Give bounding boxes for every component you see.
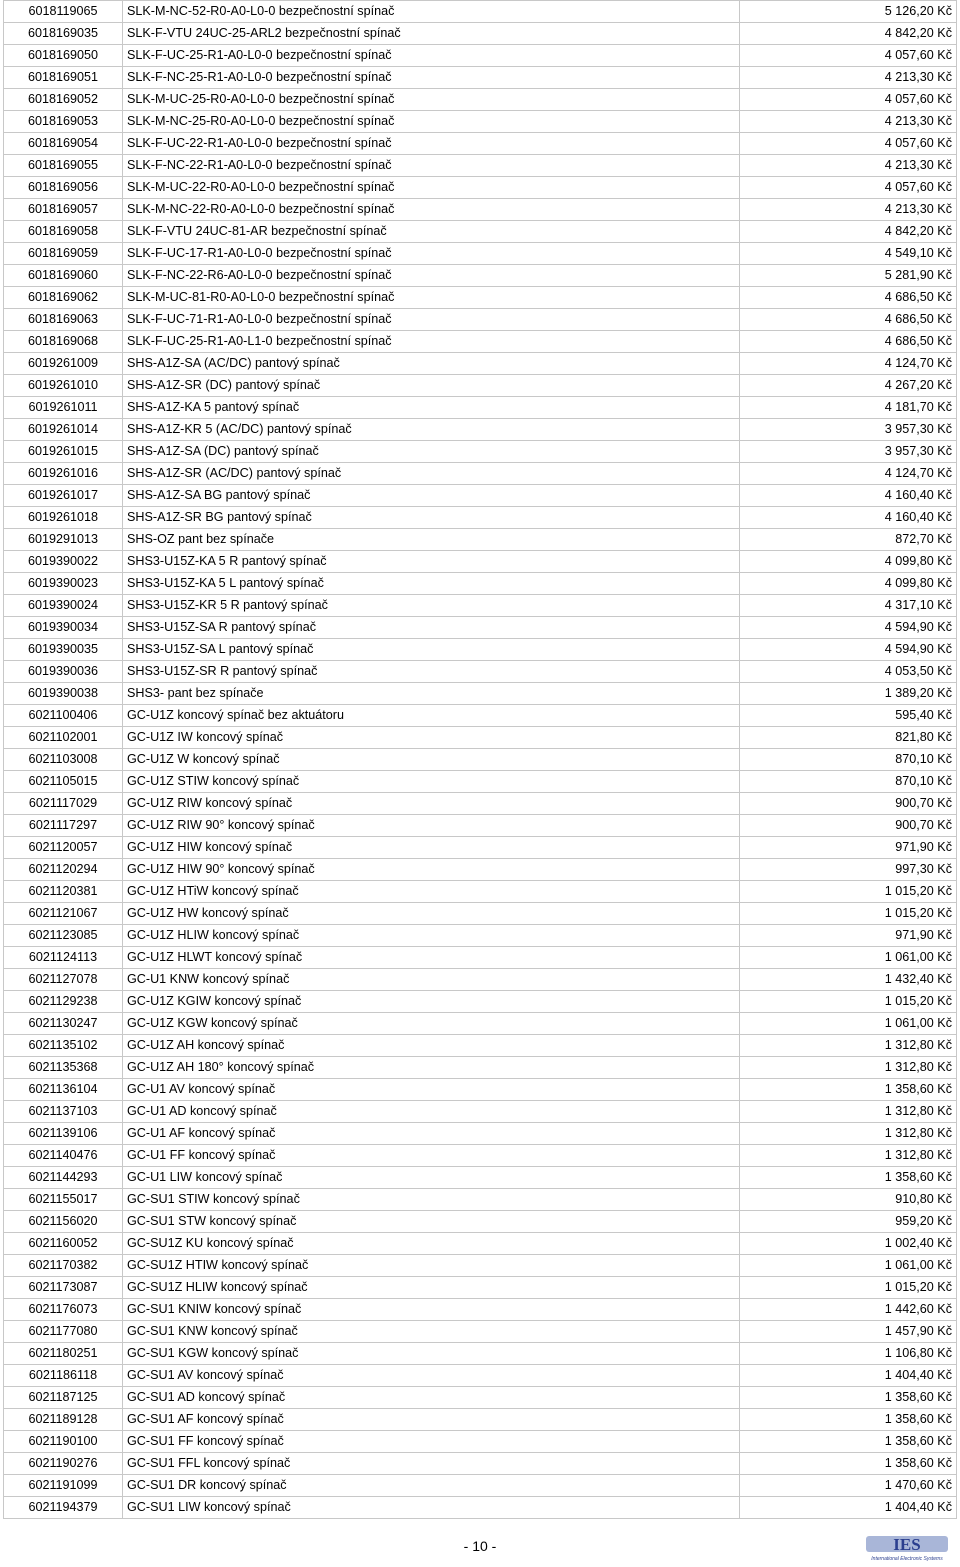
product-name-cell: GC-U1Z HIW koncový spínač — [123, 837, 740, 859]
product-price-cell: 4 842,20 Kč — [740, 221, 957, 243]
product-price-cell: 4 099,80 Kč — [740, 551, 957, 573]
product-code-cell: 6018169059 — [4, 243, 123, 265]
table-row — [4, 111, 957, 133]
product-code-cell: 6019390024 — [4, 595, 123, 617]
product-code-cell: 6021173087 — [4, 1277, 123, 1299]
price-list-body — [4, 1, 957, 1519]
table-row — [4, 375, 957, 397]
product-code-cell: 6019291013 — [4, 529, 123, 551]
product-name-cell: GC-SU1Z HLIW koncový spínač — [123, 1277, 740, 1299]
table-row — [4, 243, 957, 265]
product-name-cell: SHS-A1Z-SR BG pantový spínač — [123, 507, 740, 529]
product-price-cell: 971,90 Kč — [740, 837, 957, 859]
page-number: - 10 - — [463, 1538, 497, 1554]
product-code-cell: 6018169052 — [4, 89, 123, 111]
product-price-cell: 4 160,40 Kč — [740, 485, 957, 507]
product-price-cell: 821,80 Kč — [740, 727, 957, 749]
product-name-cell: GC-SU1 LIW koncový spínač — [123, 1497, 740, 1519]
logo-text: IES — [893, 1535, 921, 1554]
product-name-cell: SLK-F-UC-17-R1-A0-L0-0 bezpečnostní spínač — [123, 243, 740, 265]
table-row — [4, 507, 957, 529]
table-row — [4, 705, 957, 727]
table-row — [4, 683, 957, 705]
table-row — [4, 133, 957, 155]
table-row — [4, 1057, 957, 1079]
table-row — [4, 1343, 957, 1365]
product-name-cell: GC-SU1Z KU koncový spínač — [123, 1233, 740, 1255]
product-name-cell: SLK-M-UC-25-R0-A0-L0-0 bezpečnostní spínač — [123, 89, 740, 111]
product-name-cell: GC-SU1 AD koncový spínač — [123, 1387, 740, 1409]
product-price-cell: 4 213,30 Kč — [740, 67, 957, 89]
product-code-cell: 6021189128 — [4, 1409, 123, 1431]
product-code-cell: 6021120057 — [4, 837, 123, 859]
table-row — [4, 419, 957, 441]
product-code-cell: 6018169050 — [4, 45, 123, 67]
product-code-cell: 6019390038 — [4, 683, 123, 705]
table-row — [4, 1189, 957, 1211]
product-name-cell: GC-SU1 FF koncový spínač — [123, 1431, 740, 1453]
product-price-cell: 4 594,90 Kč — [740, 639, 957, 661]
product-code-cell: 6021103008 — [4, 749, 123, 771]
product-price-cell: 1 358,60 Kč — [740, 1453, 957, 1475]
table-row — [4, 155, 957, 177]
product-code-cell: 6019261017 — [4, 485, 123, 507]
product-price-cell: 4 686,50 Kč — [740, 331, 957, 353]
product-name-cell: SLK-F-UC-25-R1-A0-L0-0 bezpečnostní spínač — [123, 45, 740, 67]
product-price-cell: 1 015,20 Kč — [740, 1277, 957, 1299]
product-code-cell: 6018169068 — [4, 331, 123, 353]
product-code-cell: 6021102001 — [4, 727, 123, 749]
product-price-cell: 5 126,20 Kč — [740, 1, 957, 23]
product-price-cell: 4 213,30 Kč — [740, 111, 957, 133]
product-price-cell: 1 442,60 Kč — [740, 1299, 957, 1321]
product-name-cell: GC-U1Z RIW koncový spínač — [123, 793, 740, 815]
product-price-cell: 900,70 Kč — [740, 793, 957, 815]
table-row — [4, 221, 957, 243]
table-row — [4, 177, 957, 199]
product-code-cell: 6018169057 — [4, 199, 123, 221]
table-row — [4, 265, 957, 287]
product-code-cell: 6019261018 — [4, 507, 123, 529]
product-price-cell: 910,80 Kč — [740, 1189, 957, 1211]
product-price-cell: 1 457,90 Kč — [740, 1321, 957, 1343]
product-name-cell: SLK-M-NC-25-R0-A0-L0-0 bezpečnostní spínač — [123, 111, 740, 133]
product-code-cell: 6021186118 — [4, 1365, 123, 1387]
product-price-cell: 4 549,10 Kč — [740, 243, 957, 265]
product-price-cell: 4 053,50 Kč — [740, 661, 957, 683]
product-name-cell: SHS-A1Z-SR (AC/DC) pantový spínač — [123, 463, 740, 485]
product-code-cell: 6021123085 — [4, 925, 123, 947]
table-row — [4, 639, 957, 661]
table-row — [4, 331, 957, 353]
product-name-cell: GC-U1 AF koncový spínač — [123, 1123, 740, 1145]
product-price-cell: 1 106,80 Kč — [740, 1343, 957, 1365]
product-name-cell: SLK-F-VTU 24UC-81-AR bezpečnostní spínač — [123, 221, 740, 243]
product-code-cell: 6021170382 — [4, 1255, 123, 1277]
product-price-cell: 4 213,30 Kč — [740, 155, 957, 177]
product-code-cell: 6021120294 — [4, 859, 123, 881]
product-name-cell: SLK-F-UC-71-R1-A0-L0-0 bezpečnostní spínač — [123, 309, 740, 331]
product-name-cell: SLK-F-VTU 24UC-25-ARL2 bezpečnostní spínač — [123, 23, 740, 45]
product-name-cell: GC-U1Z AH koncový spínač — [123, 1035, 740, 1057]
product-name-cell: SLK-F-UC-25-R1-A0-L1-0 bezpečnostní spínač — [123, 331, 740, 353]
product-price-cell: 1 358,60 Kč — [740, 1167, 957, 1189]
product-code-cell: 6018169053 — [4, 111, 123, 133]
table-row — [4, 1255, 957, 1277]
product-price-cell: 1 404,40 Kč — [740, 1497, 957, 1519]
product-name-cell: GC-U1Z KGIW koncový spínač — [123, 991, 740, 1013]
product-name-cell: GC-U1Z HLIW koncový spínač — [123, 925, 740, 947]
product-price-cell: 3 957,30 Kč — [740, 419, 957, 441]
product-code-cell: 6021127078 — [4, 969, 123, 991]
product-code-cell: 6018169035 — [4, 23, 123, 45]
table-row — [4, 287, 957, 309]
product-price-cell: 971,90 Kč — [740, 925, 957, 947]
product-code-cell: 6018169056 — [4, 177, 123, 199]
product-code-cell: 6018169062 — [4, 287, 123, 309]
product-code-cell: 6019390035 — [4, 639, 123, 661]
product-code-cell: 6021135102 — [4, 1035, 123, 1057]
product-price-cell: 4 124,70 Kč — [740, 353, 957, 375]
table-row — [4, 1321, 957, 1343]
product-name-cell: GC-U1 AD koncový spínač — [123, 1101, 740, 1123]
table-row — [4, 771, 957, 793]
table-row — [4, 1475, 957, 1497]
product-price-cell: 1 432,40 Kč — [740, 969, 957, 991]
product-price-cell: 1 404,40 Kč — [740, 1365, 957, 1387]
product-price-cell: 4 124,70 Kč — [740, 463, 957, 485]
table-row — [4, 441, 957, 463]
product-price-cell: 4 057,60 Kč — [740, 133, 957, 155]
product-code-cell: 6019261015 — [4, 441, 123, 463]
table-row — [4, 463, 957, 485]
table-row — [4, 573, 957, 595]
table-row — [4, 925, 957, 947]
product-code-cell: 6021135368 — [4, 1057, 123, 1079]
product-name-cell: SLK-M-NC-52-R0-A0-L0-0 bezpečnostní spínač — [123, 1, 740, 23]
product-code-cell: 6021176073 — [4, 1299, 123, 1321]
product-name-cell: SHS-OZ pant bez spínače — [123, 529, 740, 551]
product-code-cell: 6019390022 — [4, 551, 123, 573]
table-row — [4, 815, 957, 837]
product-code-cell: 6018169054 — [4, 133, 123, 155]
product-code-cell: 6018119065 — [4, 1, 123, 23]
product-code-cell: 6021129238 — [4, 991, 123, 1013]
product-price-cell: 959,20 Kč — [740, 1211, 957, 1233]
table-row — [4, 353, 957, 375]
table-row — [4, 903, 957, 925]
table-row — [4, 1233, 957, 1255]
product-price-cell: 1 312,80 Kč — [740, 1123, 957, 1145]
table-row — [4, 859, 957, 881]
product-name-cell: GC-U1Z AH 180° koncový spínač — [123, 1057, 740, 1079]
table-row — [4, 529, 957, 551]
product-name-cell: GC-U1Z HIW 90° koncový spínač — [123, 859, 740, 881]
product-code-cell: 6021136104 — [4, 1079, 123, 1101]
table-row — [4, 551, 957, 573]
product-code-cell: 6021130247 — [4, 1013, 123, 1035]
product-code-cell: 6021177080 — [4, 1321, 123, 1343]
product-name-cell: GC-SU1 STW koncový spínač — [123, 1211, 740, 1233]
product-price-cell: 3 957,30 Kč — [740, 441, 957, 463]
table-row — [4, 1497, 957, 1519]
product-code-cell: 6018169060 — [4, 265, 123, 287]
product-code-cell: 6019261009 — [4, 353, 123, 375]
table-row — [4, 727, 957, 749]
product-name-cell: SHS3-U15Z-SA L pantový spínač — [123, 639, 740, 661]
product-price-cell: 1 061,00 Kč — [740, 947, 957, 969]
product-name-cell: SHS3-U15Z-SA R pantový spínač — [123, 617, 740, 639]
product-price-cell: 870,10 Kč — [740, 749, 957, 771]
product-price-cell: 4 057,60 Kč — [740, 89, 957, 111]
product-name-cell: SLK-F-UC-22-R1-A0-L0-0 bezpečnostní spínač — [123, 133, 740, 155]
product-price-cell: 4 213,30 Kč — [740, 199, 957, 221]
table-row — [4, 595, 957, 617]
product-price-cell: 1 389,20 Kč — [740, 683, 957, 705]
product-code-cell: 6021105015 — [4, 771, 123, 793]
product-name-cell: GC-U1Z RIW 90° koncový spínač — [123, 815, 740, 837]
product-price-cell: 1 015,20 Kč — [740, 881, 957, 903]
table-row — [4, 1101, 957, 1123]
product-price-cell: 1 470,60 Kč — [740, 1475, 957, 1497]
product-name-cell: SHS-A1Z-KA 5 pantový spínač — [123, 397, 740, 419]
product-code-cell: 6019261016 — [4, 463, 123, 485]
product-price-cell: 4 317,10 Kč — [740, 595, 957, 617]
product-name-cell: SHS-A1Z-SR (DC) pantový spínač — [123, 375, 740, 397]
product-price-cell: 4 099,80 Kč — [740, 573, 957, 595]
product-price-cell: 4 057,60 Kč — [740, 177, 957, 199]
product-name-cell: GC-U1 AV koncový spínač — [123, 1079, 740, 1101]
product-name-cell: GC-SU1 DR koncový spínač — [123, 1475, 740, 1497]
product-name-cell: GC-U1Z KGW koncový spínač — [123, 1013, 740, 1035]
product-code-cell: 6019261011 — [4, 397, 123, 419]
product-name-cell: GC-SU1Z HTIW koncový spínač — [123, 1255, 740, 1277]
product-price-cell: 1 312,80 Kč — [740, 1057, 957, 1079]
product-price-cell: 1 061,00 Kč — [740, 1255, 957, 1277]
product-price-cell: 4 686,50 Kč — [740, 309, 957, 331]
product-name-cell: GC-SU1 KNIW koncový spínač — [123, 1299, 740, 1321]
product-name-cell: GC-SU1 AV koncový spínač — [123, 1365, 740, 1387]
product-name-cell: GC-U1Z HLWT koncový spínač — [123, 947, 740, 969]
product-price-cell: 595,40 Kč — [740, 705, 957, 727]
table-row — [4, 309, 957, 331]
product-name-cell: SLK-F-NC-25-R1-A0-L0-0 bezpečnostní spínač — [123, 67, 740, 89]
product-code-cell: 6019390034 — [4, 617, 123, 639]
product-price-cell: 900,70 Kč — [740, 815, 957, 837]
product-price-cell: 4 842,20 Kč — [740, 23, 957, 45]
product-name-cell: GC-U1Z HTiW koncový spínač — [123, 881, 740, 903]
product-price-cell: 1 312,80 Kč — [740, 1145, 957, 1167]
product-name-cell: GC-U1Z IW koncový spínač — [123, 727, 740, 749]
product-name-cell: SLK-M-UC-81-R0-A0-L0-0 bezpečnostní spínač — [123, 287, 740, 309]
table-row — [4, 991, 957, 1013]
product-code-cell: 6021117297 — [4, 815, 123, 837]
product-code-cell: 6018169051 — [4, 67, 123, 89]
product-code-cell: 6021140476 — [4, 1145, 123, 1167]
table-row — [4, 199, 957, 221]
product-price-cell: 1 358,60 Kč — [740, 1079, 957, 1101]
product-code-cell: 6021180251 — [4, 1343, 123, 1365]
product-price-cell: 4 160,40 Kč — [740, 507, 957, 529]
product-code-cell: 6021144293 — [4, 1167, 123, 1189]
table-row — [4, 1035, 957, 1057]
table-row — [4, 661, 957, 683]
product-code-cell: 6021194379 — [4, 1497, 123, 1519]
table-row — [4, 1277, 957, 1299]
product-price-cell: 1 015,20 Kč — [740, 991, 957, 1013]
product-price-cell: 4 181,70 Kč — [740, 397, 957, 419]
product-name-cell: GC-SU1 FFL koncový spínač — [123, 1453, 740, 1475]
product-name-cell: SLK-M-NC-22-R0-A0-L0-0 bezpečnostní spínač — [123, 199, 740, 221]
table-row — [4, 749, 957, 771]
product-name-cell: SHS3- pant bez spínače — [123, 683, 740, 705]
table-row — [4, 1211, 957, 1233]
table-row — [4, 1013, 957, 1035]
product-code-cell: 6021121067 — [4, 903, 123, 925]
product-name-cell: GC-U1 LIW koncový spínač — [123, 1167, 740, 1189]
ies-logo — [866, 1533, 948, 1563]
product-name-cell: GC-U1Z koncový spínač bez aktuátoru — [123, 705, 740, 727]
product-name-cell: GC-SU1 KNW koncový spínač — [123, 1321, 740, 1343]
price-list-table — [3, 0, 957, 1519]
product-name-cell: SHS3-U15Z-SR R pantový spínač — [123, 661, 740, 683]
product-name-cell: GC-U1 KNW koncový spínač — [123, 969, 740, 991]
product-name-cell: SLK-F-NC-22-R1-A0-L0-0 bezpečnostní spínač — [123, 155, 740, 177]
table-row — [4, 1299, 957, 1321]
product-price-cell: 997,30 Kč — [740, 859, 957, 881]
table-row — [4, 23, 957, 45]
product-code-cell: 6019261010 — [4, 375, 123, 397]
product-name-cell: GC-U1Z HW koncový spínač — [123, 903, 740, 925]
product-code-cell: 6021137103 — [4, 1101, 123, 1123]
table-row — [4, 1409, 957, 1431]
table-row — [4, 1387, 957, 1409]
table-row — [4, 1431, 957, 1453]
table-row — [4, 793, 957, 815]
product-code-cell: 6018169058 — [4, 221, 123, 243]
logo-tagline: International Electronic Systems — [871, 1556, 943, 1562]
table-row — [4, 45, 957, 67]
table-row — [4, 1365, 957, 1387]
product-name-cell: SHS-A1Z-SA BG pantový spínač — [123, 485, 740, 507]
table-row — [4, 1079, 957, 1101]
table-row — [4, 397, 957, 419]
product-price-cell: 1 312,80 Kč — [740, 1035, 957, 1057]
product-price-cell: 4 686,50 Kč — [740, 287, 957, 309]
product-price-cell: 4 057,60 Kč — [740, 45, 957, 67]
product-name-cell: SHS3-U15Z-KA 5 L pantový spínač — [123, 573, 740, 595]
product-code-cell: 6021139106 — [4, 1123, 123, 1145]
product-price-cell: 1 312,80 Kč — [740, 1101, 957, 1123]
table-row — [4, 1453, 957, 1475]
table-row — [4, 881, 957, 903]
product-name-cell: SLK-M-UC-22-R0-A0-L0-0 bezpečnostní spínač — [123, 177, 740, 199]
product-code-cell: 6021155017 — [4, 1189, 123, 1211]
product-price-cell: 4 267,20 Kč — [740, 375, 957, 397]
table-row — [4, 1167, 957, 1189]
product-price-cell: 1 358,60 Kč — [740, 1431, 957, 1453]
product-name-cell: SHS-A1Z-SA (DC) pantový spínač — [123, 441, 740, 463]
product-name-cell: GC-U1Z STIW koncový spínač — [123, 771, 740, 793]
product-code-cell: 6021120381 — [4, 881, 123, 903]
table-row — [4, 969, 957, 991]
product-code-cell: 6021124113 — [4, 947, 123, 969]
product-price-cell: 1 358,60 Kč — [740, 1409, 957, 1431]
product-name-cell: SHS3-U15Z-KA 5 R pantový spínač — [123, 551, 740, 573]
product-name-cell: SHS3-U15Z-KR 5 R pantový spínač — [123, 595, 740, 617]
product-price-cell: 1 015,20 Kč — [740, 903, 957, 925]
product-code-cell: 6018169063 — [4, 309, 123, 331]
product-code-cell: 6019390023 — [4, 573, 123, 595]
product-name-cell: SLK-F-NC-22-R6-A0-L0-0 bezpečnostní spínač — [123, 265, 740, 287]
product-code-cell: 6019261014 — [4, 419, 123, 441]
product-name-cell: GC-SU1 AF koncový spínač — [123, 1409, 740, 1431]
product-name-cell: GC-U1 FF koncový spínač — [123, 1145, 740, 1167]
table-row — [4, 1, 957, 23]
table-row — [4, 617, 957, 639]
product-price-cell: 1 358,60 Kč — [740, 1387, 957, 1409]
product-price-cell: 1 002,40 Kč — [740, 1233, 957, 1255]
product-code-cell: 6021191099 — [4, 1475, 123, 1497]
product-name-cell: GC-SU1 STIW koncový spínač — [123, 1189, 740, 1211]
product-code-cell: 6021156020 — [4, 1211, 123, 1233]
product-code-cell: 6018169055 — [4, 155, 123, 177]
product-code-cell: 6019390036 — [4, 661, 123, 683]
table-row — [4, 67, 957, 89]
product-name-cell: SHS-A1Z-KR 5 (AC/DC) pantový spínač — [123, 419, 740, 441]
product-price-cell: 5 281,90 Kč — [740, 265, 957, 287]
table-row — [4, 947, 957, 969]
product-code-cell: 6021117029 — [4, 793, 123, 815]
table-row — [4, 1123, 957, 1145]
product-code-cell: 6021160052 — [4, 1233, 123, 1255]
table-row — [4, 485, 957, 507]
product-code-cell: 6021187125 — [4, 1387, 123, 1409]
product-name-cell: SHS-A1Z-SA (AC/DC) pantový spínač — [123, 353, 740, 375]
product-name-cell: GC-U1Z W koncový spínač — [123, 749, 740, 771]
table-row — [4, 837, 957, 859]
ies-logo-icon — [866, 1533, 948, 1563]
product-code-cell: 6021190276 — [4, 1453, 123, 1475]
table-row — [4, 89, 957, 111]
product-price-cell: 1 061,00 Kč — [740, 1013, 957, 1035]
product-price-cell: 4 594,90 Kč — [740, 617, 957, 639]
product-code-cell: 6021190100 — [4, 1431, 123, 1453]
product-name-cell: GC-SU1 KGW koncový spínač — [123, 1343, 740, 1365]
table-row — [4, 1145, 957, 1167]
product-code-cell: 6021100406 — [4, 705, 123, 727]
product-price-cell: 872,70 Kč — [740, 529, 957, 551]
product-price-cell: 870,10 Kč — [740, 771, 957, 793]
